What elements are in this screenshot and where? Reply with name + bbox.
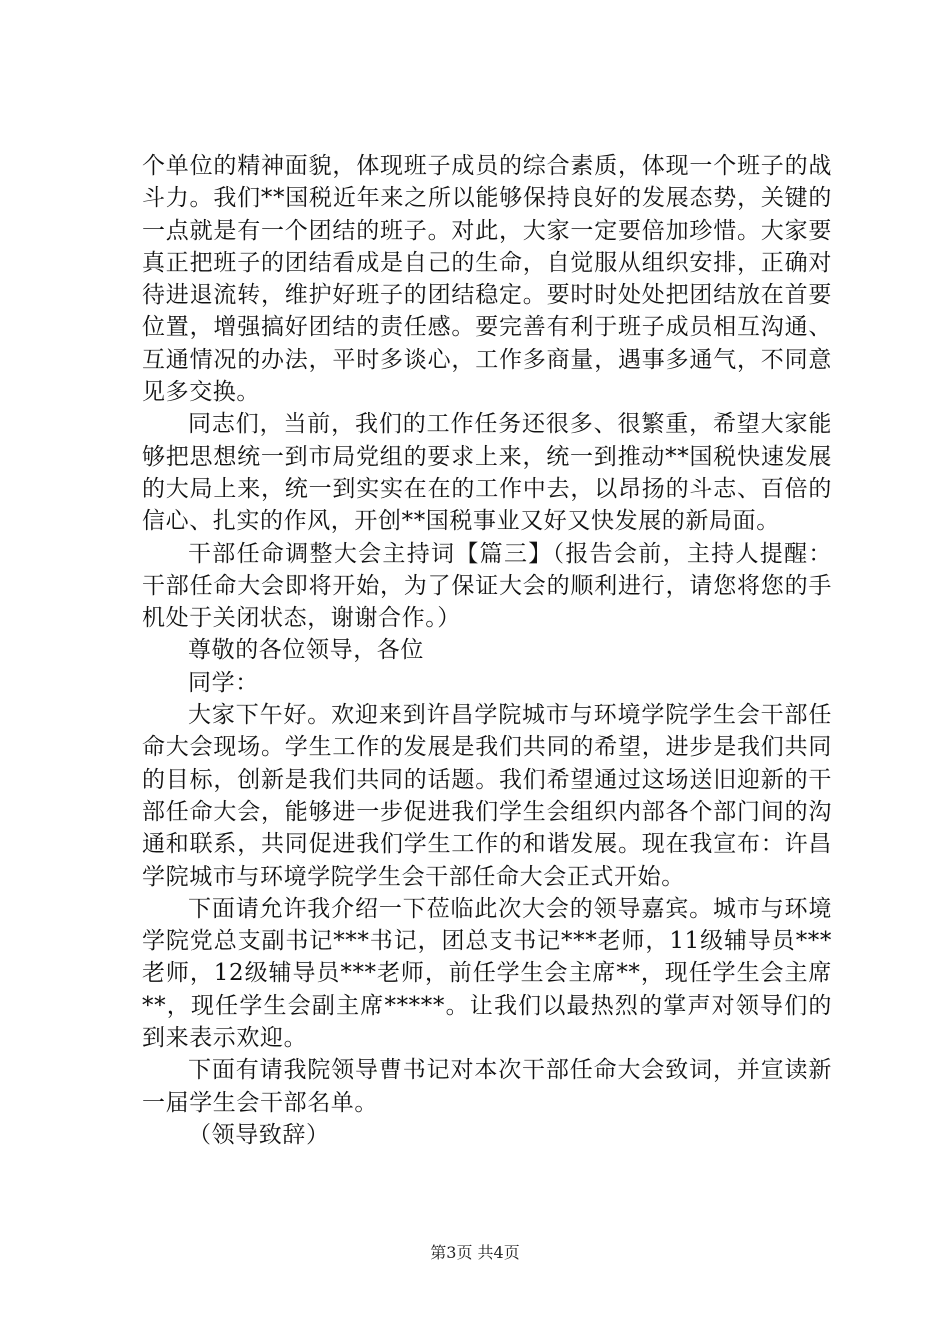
paragraph-comrades: 同志们，当前，我们的工作任务还很多、很繁重，希望大家能够把思想统一到市局党组的要求上来，统一到推动**国税快速发展的大局上来，统一到实实在在的工作中去，以昂扬的斗志、百倍的信心、扎实的作风，开创**国税事业又好又快发展的新局面。 (142, 411, 832, 535)
paragraph-salutation: 尊敬的各位领导，各位 (188, 637, 424, 664)
document-body (142, 150, 832, 1151)
paragraph-introductions: 下面请允许我介绍一下莅临此次大会的领导嘉宾。城市与环境学院党总支副书记***书记，团总支书记***老师，11级辅导员***老师，12级辅导员***老师，前任学生会主席**，现任学生会主席**，现任学生会副主席*****。让我们以最热烈的掌声对领导们的到来表示欢迎。 (142, 895, 832, 1052)
paragraph-part-three-heading: 干部任命调整大会主持词【篇三】（报告会前，主持人提醒：干部任命大会即将开始，为了保证大会的顺利进行，请您将您的手机处于关闭状态，谢谢合作。） (142, 540, 832, 632)
paragraph-leader-speech: （领导致辞） (188, 1121, 330, 1148)
paragraph-classmates: 同学： (188, 669, 259, 696)
paragraph-welcome: 大家下午好。欢迎来到许昌学院城市与环境学院学生会干部任命大会现场。学生工作的发展是我们共同的希望，进步是我们共同的目标，创新是我们共同的话题。我们希望通过这场送旧迎新的干部任命大会，能够进一步促进我们学生会组织内部各个部门间的沟通和联系，共同促进我们学生工作的和谐发展。现在我宣布：许昌学院城市与环境学院学生会干部任命大会正式开始。 (142, 702, 832, 890)
page-number-footer: 第3页 共4页 (430, 1243, 520, 1262)
paragraph-continuation: 个单位的精神面貌，体现班子成员的综合素质，体现一个班子的战斗力。我们**国税近年来之所以能够保持良好的发展态势，关键的一点就是有一个团结的班子。对此，大家一定要倍加珍惜。大家要真正把班子的团结看成是自己的生命，自觉服从组织安排，正确对待进退流转，维护好班子的团结稳定。要时时处处把团结放在首要位置，增强搞好团结的责任感。要完善有利于班子成员相互沟通、互通情况的办法，平时多谈心，工作多商量，遇事多通气，不同意见多交换。 (142, 153, 832, 406)
paragraph-invite-speech: 下面有请我院领导曹书记对本次干部任命大会致词，并宣读新一届学生会干部名单。 (142, 1057, 832, 1116)
